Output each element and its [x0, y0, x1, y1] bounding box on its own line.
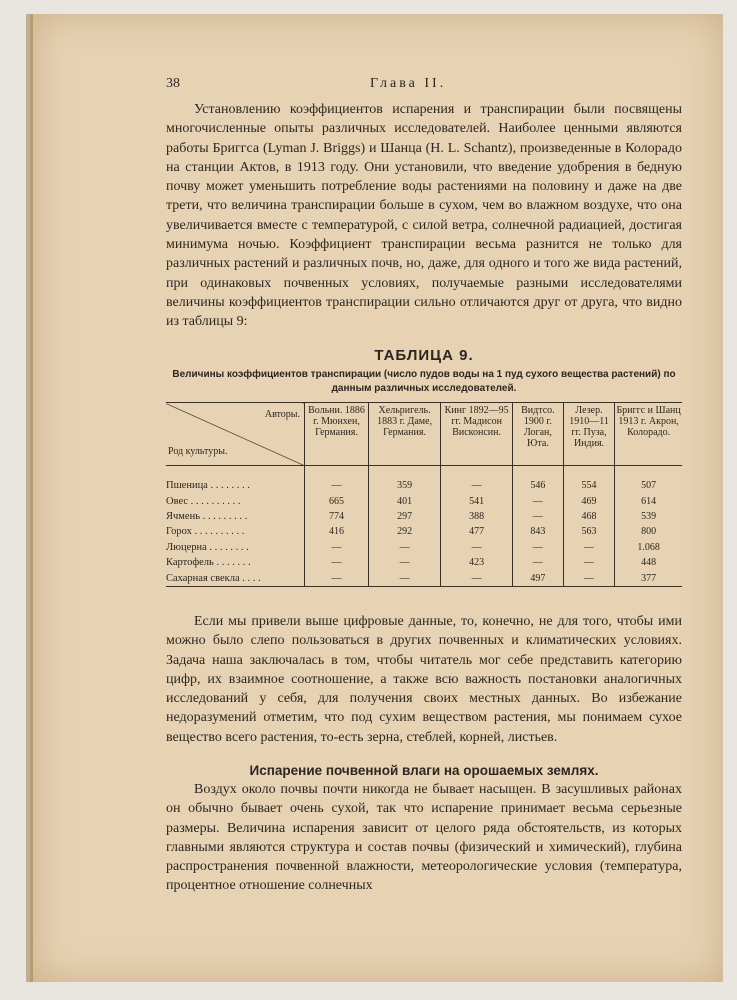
- crop-name: Горох . . . . . . . . . .: [166, 526, 245, 538]
- transpiration-table: [166, 402, 682, 587]
- authors-label: Авторы.: [264, 409, 300, 420]
- crop-name: Ячмень . . . . . . . . .: [166, 510, 248, 522]
- table-cell: 297: [368, 509, 440, 524]
- table-cell: 292: [368, 524, 440, 539]
- table-cell: 359: [368, 478, 440, 493]
- table-cell: 507: [615, 478, 682, 493]
- table-row: [166, 555, 682, 570]
- crop-label: Род культуры.: [168, 446, 228, 457]
- table-cell: 546: [513, 478, 564, 493]
- table-row: [166, 478, 682, 493]
- table-cell: —: [563, 570, 614, 586]
- table-cell: —: [563, 540, 614, 555]
- table-cell: 477: [441, 524, 513, 539]
- table-cell: 541: [441, 493, 513, 508]
- running-head: Глава II.: [370, 76, 447, 91]
- corner-header: [166, 403, 305, 466]
- crop-name: Сахарная свекла . . . .: [166, 570, 305, 586]
- crop-name: Картофель . . . . . . .: [166, 557, 251, 569]
- table-cell: 497: [513, 570, 564, 586]
- table-cell: 774: [305, 509, 369, 524]
- crop-name: Овес . . . . . . . . . .: [166, 495, 241, 507]
- table-cell: —: [513, 555, 564, 570]
- table-cell: 554: [563, 478, 614, 493]
- table-cell: 1.068: [615, 540, 682, 555]
- column-header: Вольни. 1886 г. Мюнхен, Германия.: [305, 403, 369, 466]
- table-cell: —: [563, 555, 614, 570]
- page-number: 38: [166, 76, 180, 91]
- paragraph-text: Установлению коэффициентов испарения и транспирации были посвящены многочисленные опыты различных исследователей. Наиболее ценными являются работы Бриггса (Lyman J. Briggs) и Шанца (H. L. Schantz), произведенные в Колорадо на станции Актов, в 1913 году. Они установили, что введение удобрения в бедную почву может уменьшить потребление воды растениями на половину и даже на две трети, что величина транспирации больше в сухом, чем во влажном воздухе, что она увеличивается вместе с температурой, с силой ветра, солнечной радиацией, достигая минимума ночью. Коэффициент транспирации весьма разнится не только для различных растений и различных почв, но, даже, для одного и того же вида растений, при одинаковых почвенных условиях, получаемые разными исследователями величины коэффициентов транспирации сильно отличаются друг от друга, что видно из таблицы 9:: [166, 102, 682, 330]
- table-cell: 665: [305, 493, 369, 508]
- column-header: Лезер. 1910—11 гг. Пуза, Индия.: [563, 403, 614, 466]
- table-cell: —: [305, 570, 369, 586]
- table-header-row: [166, 403, 682, 466]
- table-row: [166, 524, 682, 539]
- table-cell: 614: [615, 493, 682, 508]
- table-cell: 423: [441, 555, 513, 570]
- paragraph-text: Воздух около почвы почти никогда не бывает насыщен. В засушливых районах он обычно бывает очень сухой, так что испарение принимает весьма серьезные размеры. Величина испарения зависит от целого ряда обстоятельств, из которых главными являются структура и состав почвы (физический и химический), глубина распространения почвенной влажности, метеорологические условия (температура, процентное отношение солнечных: [166, 782, 682, 894]
- table-cell: —: [368, 570, 440, 586]
- table-cell: —: [368, 555, 440, 570]
- table-cell: —: [305, 478, 369, 493]
- table-cell: —: [441, 570, 513, 586]
- table-cell: —: [305, 555, 369, 570]
- table-cell: 539: [615, 509, 682, 524]
- crop-name: Пшеница . . . . . . . .: [166, 480, 250, 492]
- table-cell: 388: [441, 509, 513, 524]
- column-header: Хельригель. 1883 г. Даме, Германия.: [368, 403, 440, 466]
- paragraph-transpiration-studies: [166, 100, 682, 332]
- section-heading: Испарение почвенной влаги на орошаемых землях.: [249, 763, 599, 778]
- table-cell: 843: [513, 524, 564, 539]
- table-cell: —: [305, 540, 369, 555]
- column-header: Кинг 1892—95 гг. Мадисон Висконсин.: [441, 403, 513, 466]
- table-title: ТАБЛИЦА 9.: [374, 347, 474, 364]
- spacer-row: [166, 466, 682, 479]
- table-cell: 377: [615, 570, 682, 586]
- table-row: [166, 509, 682, 524]
- table-cell: —: [441, 540, 513, 555]
- table-cell: —: [513, 509, 564, 524]
- column-header: Видтсо. 1900 г. Логан, Юта.: [513, 403, 564, 466]
- table-cell: 469: [563, 493, 614, 508]
- table-cell: 563: [563, 524, 614, 539]
- table-cell: —: [368, 540, 440, 555]
- table-cell: 416: [305, 524, 369, 539]
- table-caption: Величины коэффициентов транспирации (число пудов воды на 1 пуд сухого вещества растений) по данным различных исследователей.: [172, 369, 676, 394]
- paragraph-data-note: [166, 612, 682, 747]
- paragraph-evaporation: [166, 780, 682, 896]
- column-header: Бриггс и Шанц 1913 г. Акрон, Колорадо.: [615, 403, 682, 466]
- table-cell: 468: [563, 509, 614, 524]
- table-row: [166, 540, 682, 555]
- table-cell: —: [441, 478, 513, 493]
- table-row: [166, 493, 682, 508]
- crop-name: Люцерна . . . . . . . .: [166, 541, 249, 553]
- table-cell: 800: [615, 524, 682, 539]
- table-row: [166, 570, 682, 586]
- table-cell: 448: [615, 555, 682, 570]
- paragraph-text: Если мы привели выше цифровые данные, то, конечно, не для того, чтобы ими можно было слепо пользоваться в других почвенных и климатических условиях. Задача наша заключалась в том, чтобы читатель мог себе представить категорию цифр, их взаимное соотношение, а также всю важность постановки аналогичных исследований у себя, для получения своих местных данных. Во избежание недоразумений отметим, что под сухим веществом растения, мы понимаем сухое вещество всего растения, то-есть зерна, стеблей, корней, листьев.: [166, 614, 682, 745]
- table-cell: —: [513, 540, 564, 555]
- table-cell: 401: [368, 493, 440, 508]
- table-cell: —: [513, 493, 564, 508]
